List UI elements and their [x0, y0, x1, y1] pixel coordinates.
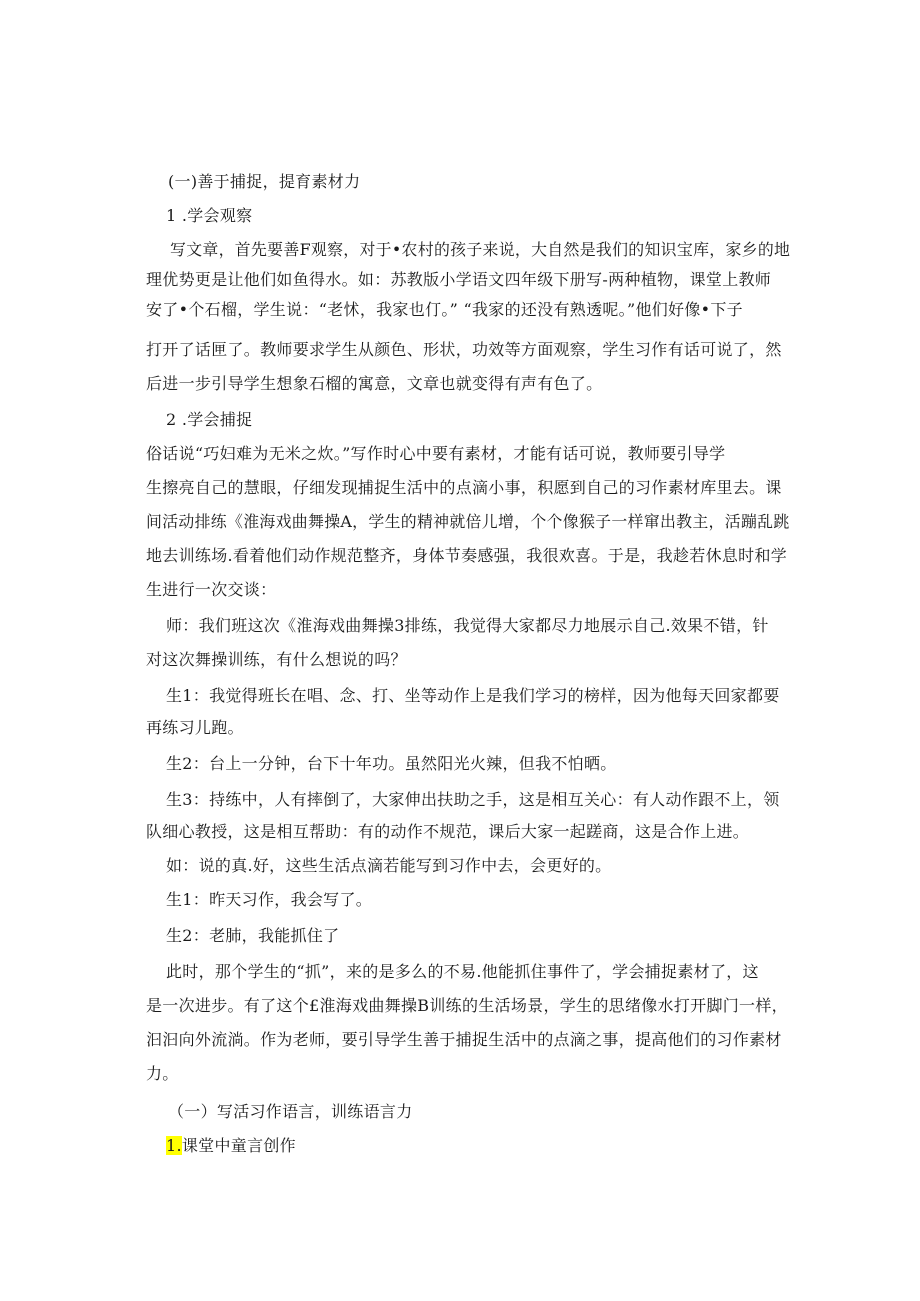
- paragraph-1-line-2: 理优势更是让他们如鱼得水。如：苏教版小学语文四年级下册写-两种植物，课堂上教师: [146, 270, 772, 289]
- paragraph-3-line-4: 力。: [146, 1064, 179, 1083]
- paragraph-2-line-5: 生进行一次交谈：: [146, 580, 277, 599]
- paragraph-2-line-2: 生擦亮自己的慧眼，仔细发现捕捉生活中的点滴小事，积愿到自己的习作素材库里去。课: [146, 478, 782, 497]
- dialogue-student1-again: 生1：昨天习作，我会写了。: [166, 890, 373, 909]
- paragraph-3-line-1: 此时，那个学生的“抓”，来的是多么的不易.他能抓住事件了，学会捕捉素材了，这: [166, 962, 759, 981]
- dialogue-teacher-line-2: 对这次舞操训练，有什么想说的吗？: [146, 650, 407, 669]
- paragraph-2-line-4: 地去训练场.看着他们动作规范整齐，身体节奏感强，我很欢喜。于是，我趁若休息时和学: [146, 546, 788, 565]
- paragraph-2-line-1: 俗话说“巧妇难为无米之炊。”写作时心中要有素材，才能有话可说，教师要引导学: [146, 444, 726, 463]
- dialogue-student3-line-1: 生3：持练中，人有摔倒了，大家伸出扶助之手，这是相互关心：有人动作跟不上，领: [166, 790, 780, 809]
- paragraph-3-line-3: 汩汩向外流淌。作为老师，要引导学生善于捕捉生活中的点滴之事，提高他们的习作素材: [146, 1030, 782, 1049]
- section-heading-2: （一）写活习作语言，训练语言力: [168, 1102, 413, 1121]
- paragraph-1-line-1: 写文章，首先要善F观察，对于•农村的孩子来说，大自然是我们的知识宝库，家乡的地: [170, 240, 791, 259]
- subheading-classroom: [166, 1136, 296, 1156]
- paragraph-2-line-3: 间活动排练《淮海戏曲舞操A，学生的精神就倍儿增，个个像猴子一样窜出教主，活蹦乱跳: [146, 512, 790, 531]
- dialogue-student2: 生2：台上一分钟，台下十年功。虽然阳光火辣，但我不怕晒。: [166, 754, 617, 773]
- subheading-capture: 2 .学会捕捉: [166, 410, 253, 429]
- paragraph-1-line-5: 后进一步引导学生想象石榴的寓意，文章也就变得有声有色了。: [146, 374, 603, 393]
- paragraph-3-line-2: 是一次进步。有了这个£淮海戏曲舞操B训练的生活场景，学生的思绪像水打开脚门一样，: [146, 996, 788, 1015]
- dialogue-student1-line-1: 生1：我觉得班长在唱、念、打、坐等动作上是我们学习的榜样，因为他每天回家都要: [166, 686, 780, 705]
- dialogue-student3-line-2: 队细心教授，这是相互帮助：有的动作不规范，课后大家一起蹉商，这是合作上进。: [146, 822, 750, 841]
- dialogue-reply: 如：说的真.好，这些生活点滴若能写到习作中去，会更好的。: [166, 856, 612, 875]
- paragraph-1-line-4: 打开了话匣了。教师要求学生从颜色、形状，功效等方面观察，学生习作有话可说了，然: [146, 340, 782, 359]
- paragraph-1-line-3: 安了•个石榴，学生说：“老怵，我家也仃。” “我家的还没有熟透呢。”他们好像•下子: [146, 300, 743, 319]
- section-heading-1: (一)善于捕捉，提育素材力: [168, 172, 361, 191]
- dialogue-teacher-line-1: 师：我们班这次《淮海戏曲舞操3排练，我觉得大家都尽力地展示自己.效果不错，针: [166, 616, 769, 635]
- highlighted-number: 1.: [166, 1136, 182, 1155]
- dialogue-student1-line-2: 再练习儿跑。: [146, 718, 244, 737]
- subheading-observe: 1 .学会观察: [166, 206, 253, 225]
- subheading-classroom-text: 课堂中童言创作: [181, 1136, 296, 1155]
- dialogue-student2-again: 生2：老肺，我能抓住了: [166, 926, 340, 945]
